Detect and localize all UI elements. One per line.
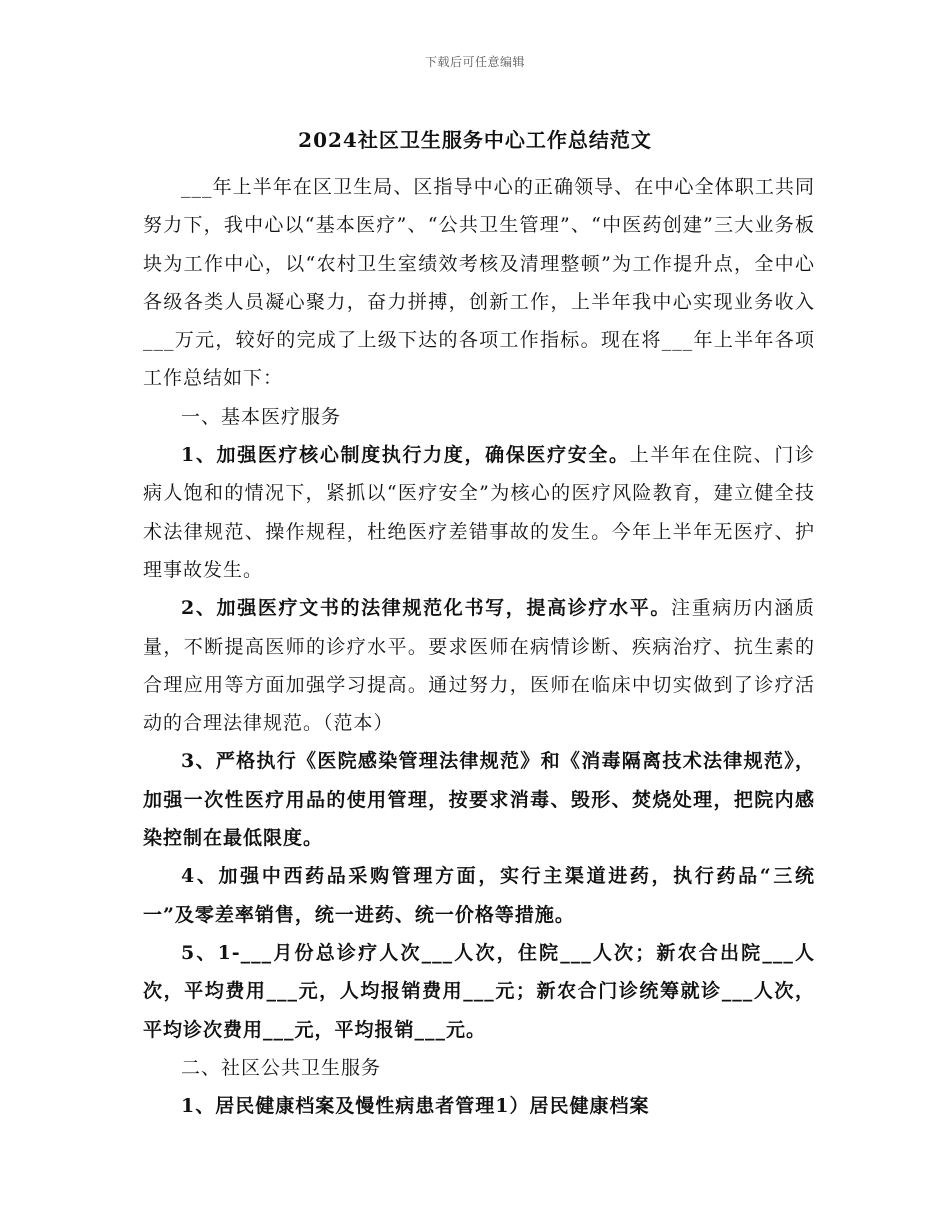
item-2-text: 注重病历内涵质量，不断提高医师的诊疗水平。要求医师在病情诊断、疾病治疗、抗生素的合理应用等方面加强学习提高。通过努力，医师在临床中切实做到了诊疗活动的合理法律规范。（范本） bbox=[143, 597, 815, 735]
item-1-lead: 1、加强医疗核心制度执行力度，确保医疗安全。 bbox=[181, 444, 630, 467]
intro-paragraph: ___年上半年在区卫生局、区指导中心的正确领导、在中心全体职工共同努力下，我中心以“基本医疗”、“公共卫生管理”、“中医药创建”三大业务板块为工作中心，以“农村卫生室绩效考核及清理整顿”为工作提升点，全中心各级各类人员凝心聚力，奋力拼搏，创新工作，上半年我中心实现业务收入___万元，较好的完成了上级下达的各项工作指标。现在将___年上半年各项工作总结如下： bbox=[143, 176, 815, 390]
paragraph-item-1 bbox=[143, 436, 815, 589]
page-header-note: 下载后可任意编辑 bbox=[424, 55, 525, 69]
paragraph-item-4: 4、加强中西药品采购管理方面，实行主渠道进药，执行药品“三统一”及零差率销售，统一进药、统一价格等措施。 bbox=[143, 865, 815, 926]
section-heading-public-health: 二、社区公共卫生服务 bbox=[181, 1056, 382, 1079]
document-title: 2024社区卫生服务中心工作总结范文 bbox=[298, 128, 652, 152]
item-2-lead: 2、加强医疗文书的法律规范化书写，提高诊疗水平。 bbox=[181, 597, 672, 620]
item-1-text: 上半年在住院、门诊病人饱和的情况下，紧抓以“医疗安全”为核心的医疗风险教育，建立健全技术法律规范、操作规程，杜绝医疗差错事故的发生。今年上半年无医疗、护理事故发生。 bbox=[143, 444, 815, 581]
paragraph-item-2 bbox=[143, 589, 815, 742]
paragraph-item-3: 3、严格执行《医院感染管理法律规范》和《消毒隔离技术法律规范》，加强一次性医疗用品的使用管理，按要求消毒、毁形、焚烧处理，把院内感染控制在最低限度。 bbox=[143, 750, 815, 850]
section-heading-basic-medical: 一、基本医疗服务 bbox=[181, 405, 342, 428]
document-body bbox=[143, 168, 815, 1125]
paragraph-item-6: 1、居民健康档案及慢性病患者管理1）居民健康档案 bbox=[181, 1095, 650, 1118]
paragraph-item-5: 5、1-___月份总诊疗人次___人次，住院___人次；新农合出院___人次，平均费用___元，人均报销费用___元；新农合门诊统筹就诊___人次，平均诊次费用___元，平均报销___元。 bbox=[143, 941, 815, 1041]
